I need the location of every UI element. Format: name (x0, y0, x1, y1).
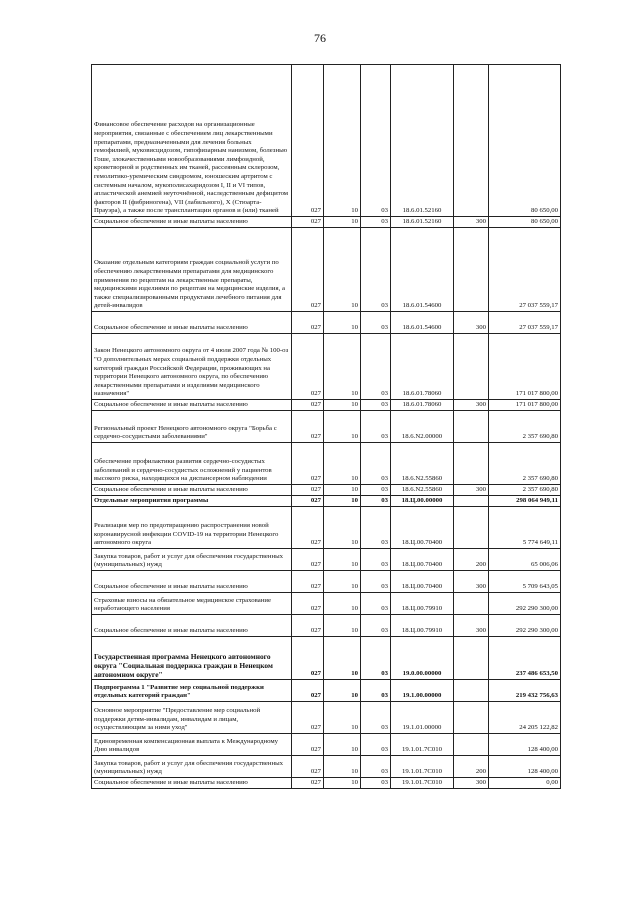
ministry-code-cell: 027 (292, 778, 324, 789)
amount-cell: 128 400,00 (489, 734, 561, 756)
subsection-code-cell: 03 (361, 637, 391, 680)
subsection-code-cell: 03 (361, 734, 391, 756)
expense-type-code-cell (454, 637, 489, 680)
section-code-cell: 10 (324, 400, 361, 411)
table-row (92, 778, 561, 789)
page-number: 76 (314, 31, 326, 45)
item-name-cell: Социальное обеспечение и иные выплаты населению (92, 485, 292, 496)
budget-table (91, 64, 561, 789)
expense-type-code-cell: 300 (454, 571, 489, 593)
section-code-cell: 10 (324, 228, 361, 312)
expense-type-code-cell: 300 (454, 400, 489, 411)
target-item-code-cell: 18.6.01.54600 (391, 312, 454, 334)
table-row (92, 334, 561, 400)
expense-type-code-cell (454, 507, 489, 549)
amount-cell: 2 357 690,80 (489, 485, 561, 496)
table-row (92, 637, 561, 680)
ministry-code-cell: 027 (292, 549, 324, 571)
ministry-code-cell: 027 (292, 680, 324, 702)
target-item-code-cell: 19.1.00.00000 (391, 680, 454, 702)
expense-type-code-cell (454, 443, 489, 485)
target-item-code-cell: 18.Ц.00.70400 (391, 549, 454, 571)
section-code-cell: 10 (324, 312, 361, 334)
item-name-cell: Финансовое обеспечение расходов на организационные мероприятия, связанные с обеспечением лиц лекарственными препаратами, предназначенными для лечения больных гемофилией, муковисцидозом, гипофизарным нанизмом, болезнью Гоше, злокачественными новообразованиями лимфоидной, кроветворной и родственных им тканей, рассеянным склерозом, гемолитико-уремическим синдромом, юношеским артритом с системным началом, мукополисахаридозом I, II и VI типов, апластической анемией неуточнённой, наследственным дефицитом факторов II (фибриногена), VII (лабильного), X (Стюарта-Прауэра), а также после трансплантации органов и (или) тканей (92, 65, 292, 217)
target-item-code-cell: 19.1.01.00000 (391, 702, 454, 734)
section-code-cell: 10 (324, 411, 361, 443)
target-item-code-cell: 18.6.01.52160 (391, 65, 454, 217)
subsection-code-cell: 03 (361, 756, 391, 778)
target-item-code-cell: 18.6.N2.55860 (391, 443, 454, 485)
expense-type-code-cell: 200 (454, 549, 489, 571)
subsection-code-cell: 03 (361, 702, 391, 734)
section-code-cell: 10 (324, 637, 361, 680)
table-row (92, 411, 561, 443)
section-code-cell: 10 (324, 485, 361, 496)
subsection-code-cell: 03 (361, 496, 391, 507)
item-name-cell: Единовременная компенсационная выплата к Международному Дню инвалидов (92, 734, 292, 756)
expense-type-code-cell (454, 496, 489, 507)
subsection-code-cell: 03 (361, 443, 391, 485)
item-name-cell: Закупка товаров, работ и услуг для обеспечения государственных (муниципальных) нужд (92, 756, 292, 778)
target-item-code-cell: 18.Ц.00.79910 (391, 615, 454, 637)
expense-type-code-cell (454, 228, 489, 312)
section-code-cell: 10 (324, 680, 361, 702)
amount-cell: 219 432 756,63 (489, 680, 561, 702)
item-name-cell: Обеспечение профилактики развития сердечно-сосудистых заболеваний и сердечно-сосудистых осложнений у пациентов высокого риска, находящихся на диспансерном наблюдении (92, 443, 292, 485)
expense-type-code-cell: 300 (454, 485, 489, 496)
table-row (92, 615, 561, 637)
target-item-code-cell: 18.6.01.78060 (391, 400, 454, 411)
section-code-cell: 10 (324, 549, 361, 571)
table-row (92, 400, 561, 411)
target-item-code-cell: 19.0.00.00000 (391, 637, 454, 680)
subsection-code-cell: 03 (361, 400, 391, 411)
target-item-code-cell: 18.6.N2.00000 (391, 411, 454, 443)
subsection-code-cell: 03 (361, 507, 391, 549)
subsection-code-cell: 03 (361, 593, 391, 615)
item-name-cell: Социальное обеспечение и иные выплаты населению (92, 571, 292, 593)
ministry-code-cell: 027 (292, 65, 324, 217)
expense-type-code-cell (454, 593, 489, 615)
table-row (92, 312, 561, 334)
item-name-cell: Подпрограмма 1 "Развитие мер социальной поддержки отдельных категорий граждан" (92, 680, 292, 702)
ministry-code-cell: 027 (292, 593, 324, 615)
target-item-code-cell: 19.1.01.7С010 (391, 734, 454, 756)
subsection-code-cell: 03 (361, 411, 391, 443)
table-row (92, 485, 561, 496)
table-row (92, 217, 561, 228)
item-name-cell: Социальное обеспечение и иные выплаты населению (92, 217, 292, 228)
section-code-cell: 10 (324, 496, 361, 507)
section-code-cell: 10 (324, 571, 361, 593)
ministry-code-cell: 027 (292, 637, 324, 680)
expense-type-code-cell: 200 (454, 756, 489, 778)
target-item-code-cell: 18.6.01.54600 (391, 228, 454, 312)
ministry-code-cell: 027 (292, 702, 324, 734)
amount-cell: 65 006,06 (489, 549, 561, 571)
expense-type-code-cell (454, 411, 489, 443)
amount-cell: 171 017 800,00 (489, 334, 561, 400)
item-name-cell: Социальное обеспечение и иные выплаты населению (92, 312, 292, 334)
table-row (92, 443, 561, 485)
ministry-code-cell: 027 (292, 756, 324, 778)
target-item-code-cell: 18.Ц.00.79910 (391, 593, 454, 615)
ministry-code-cell: 027 (292, 228, 324, 312)
section-code-cell: 10 (324, 734, 361, 756)
section-code-cell: 10 (324, 615, 361, 637)
ministry-code-cell: 027 (292, 400, 324, 411)
expense-type-code-cell (454, 734, 489, 756)
table-row (92, 228, 561, 312)
table-row (92, 571, 561, 593)
item-name-cell: Страховые взносы на обязательное медицинское страхование неработающего населения (92, 593, 292, 615)
subsection-code-cell: 03 (361, 571, 391, 593)
table-row (92, 507, 561, 549)
expense-type-code-cell (454, 334, 489, 400)
amount-cell: 292 290 300,00 (489, 593, 561, 615)
subsection-code-cell: 03 (361, 334, 391, 400)
table-row (92, 756, 561, 778)
expense-type-code-cell: 300 (454, 217, 489, 228)
item-name-cell: Реализация мер по предотвращению распространения новой коронавирусной инфекции COVID-19 на территории Ненецкого автономного округа (92, 507, 292, 549)
subsection-code-cell: 03 (361, 312, 391, 334)
amount-cell: 80 650,00 (489, 65, 561, 217)
table-row (92, 549, 561, 571)
subsection-code-cell: 03 (361, 65, 391, 217)
ministry-code-cell: 027 (292, 734, 324, 756)
item-name-cell: Закон Ненецкого автономного округа от 4 июля 2007 года № 100-оз "О дополнительных мерах социальной поддержки отдельных категорий граждан Российской Федерации, проживающих на территории Ненецкого автономного округа, по обеспечению лекарственными препаратами и изделиями медицинского назначения" (92, 334, 292, 400)
expense-type-code-cell (454, 702, 489, 734)
target-item-code-cell: 18.Ц.00.00000 (391, 496, 454, 507)
section-code-cell: 10 (324, 756, 361, 778)
section-code-cell: 10 (324, 702, 361, 734)
subsection-code-cell: 03 (361, 615, 391, 637)
item-name-cell: Закупка товаров, работ и услуг для обеспечения государственных (муниципальных) нужд (92, 549, 292, 571)
item-name-cell: Основное мероприятие "Предоставление мер социальной поддержки детям-инвалидам, инвалидам и лицам, осуществляющим за ними уход" (92, 702, 292, 734)
item-name-cell: Государственная программа Ненецкого автономного округа "Социальная поддержка граждан в Ненецком автономном округе" (92, 637, 292, 680)
amount-cell: 2 357 690,80 (489, 411, 561, 443)
amount-cell: 298 064 949,11 (489, 496, 561, 507)
expense-type-code-cell: 300 (454, 615, 489, 637)
table-row (92, 734, 561, 756)
target-item-code-cell: 18.6.N2.55860 (391, 485, 454, 496)
section-code-cell: 10 (324, 65, 361, 217)
amount-cell: 27 037 559,17 (489, 312, 561, 334)
amount-cell: 128 400,00 (489, 756, 561, 778)
amount-cell: 0,00 (489, 778, 561, 789)
subsection-code-cell: 03 (361, 680, 391, 702)
item-name-cell: Социальное обеспечение и иные выплаты населению (92, 615, 292, 637)
amount-cell: 171 017 800,00 (489, 400, 561, 411)
ministry-code-cell: 027 (292, 615, 324, 637)
amount-cell: 237 486 653,50 (489, 637, 561, 680)
ministry-code-cell: 027 (292, 485, 324, 496)
amount-cell: 80 650,00 (489, 217, 561, 228)
table-row (92, 593, 561, 615)
amount-cell: 24 205 122,82 (489, 702, 561, 734)
target-item-code-cell: 19.1.01.7С010 (391, 778, 454, 789)
item-name-cell: Отдельные мероприятия программы (92, 496, 292, 507)
ministry-code-cell: 027 (292, 312, 324, 334)
subsection-code-cell: 03 (361, 778, 391, 789)
amount-cell: 5 709 643,05 (489, 571, 561, 593)
target-item-code-cell: 18.6.01.78060 (391, 334, 454, 400)
item-name-cell: Социальное обеспечение и иные выплаты населению (92, 400, 292, 411)
amount-cell: 5 774 649,11 (489, 507, 561, 549)
section-code-cell: 10 (324, 778, 361, 789)
expense-type-code-cell (454, 680, 489, 702)
ministry-code-cell: 027 (292, 334, 324, 400)
ministry-code-cell: 027 (292, 443, 324, 485)
ministry-code-cell: 027 (292, 411, 324, 443)
table-row (92, 680, 561, 702)
amount-cell: 2 357 690,80 (489, 443, 561, 485)
section-code-cell: 10 (324, 217, 361, 228)
ministry-code-cell: 027 (292, 496, 324, 507)
expense-type-code-cell: 300 (454, 312, 489, 334)
ministry-code-cell: 027 (292, 571, 324, 593)
ministry-code-cell: 027 (292, 507, 324, 549)
target-item-code-cell: 18.Ц.00.70400 (391, 571, 454, 593)
table-row (92, 496, 561, 507)
target-item-code-cell: 19.1.01.7С010 (391, 756, 454, 778)
target-item-code-cell: 18.Ц.00.70400 (391, 507, 454, 549)
expense-type-code-cell (454, 65, 489, 217)
table-row (92, 65, 561, 217)
subsection-code-cell: 03 (361, 228, 391, 312)
subsection-code-cell: 03 (361, 549, 391, 571)
section-code-cell: 10 (324, 507, 361, 549)
expense-type-code-cell: 300 (454, 778, 489, 789)
item-name-cell: Региональный проект Ненецкого автономного округа "Борьба с сердечно-сосудистыми заболеваниями" (92, 411, 292, 443)
section-code-cell: 10 (324, 443, 361, 485)
item-name-cell: Социальное обеспечение и иные выплаты населению (92, 778, 292, 789)
item-name-cell: Оказание отдельным категориям граждан социальной услуги по обеспечению лекарственными препаратами для медицинского применения по рецептам на лекарственные препараты, медицинскими изделиями по рецептам на медицинские изделия, а также специализированными продуктами лечебного питания для детей-инвалидов (92, 228, 292, 312)
subsection-code-cell: 03 (361, 485, 391, 496)
section-code-cell: 10 (324, 593, 361, 615)
table-row (92, 702, 561, 734)
target-item-code-cell: 18.6.01.52160 (391, 217, 454, 228)
subsection-code-cell: 03 (361, 217, 391, 228)
ministry-code-cell: 027 (292, 217, 324, 228)
section-code-cell: 10 (324, 334, 361, 400)
amount-cell: 292 290 300,00 (489, 615, 561, 637)
amount-cell: 27 037 559,17 (489, 228, 561, 312)
